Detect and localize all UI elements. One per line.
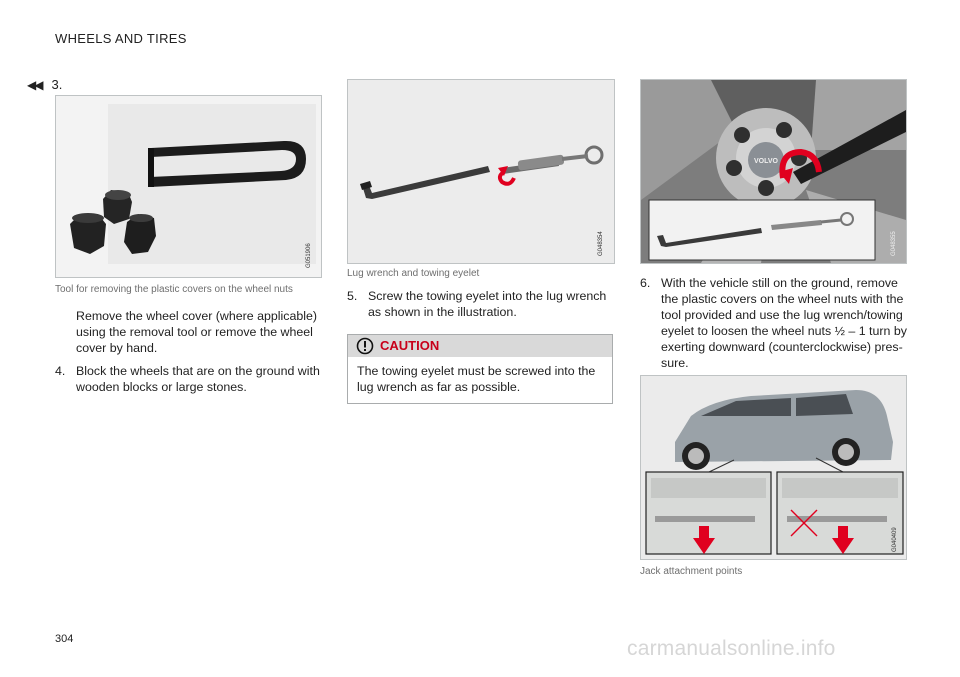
figure-jack-points bbox=[640, 375, 907, 560]
figure-removal-tool bbox=[55, 95, 322, 278]
continued-step-number: 3. bbox=[51, 77, 63, 92]
figure-code: G051906 bbox=[306, 243, 312, 268]
warning-icon bbox=[356, 337, 374, 355]
caution-header bbox=[348, 335, 612, 357]
hub-brand-label: VOLVO bbox=[754, 158, 778, 165]
paragraph-remove-cover: Remove the wheel cover (where applicable) using the removal tool or remove the wheel cover by hand. bbox=[76, 309, 318, 355]
page-number: 304 bbox=[55, 633, 74, 645]
caution-box bbox=[347, 334, 613, 404]
continued-arrows-icon: ◀◀ bbox=[27, 78, 42, 92]
section-title: WHEELS AND TIRES bbox=[55, 31, 187, 46]
wheel-hub-illustration bbox=[641, 80, 906, 263]
step-text: With the vehicle still on the ground, remove the plastic covers on the wheel nuts with the tool provided and use the lug wrench/towing eyelet to loosen the wheel nuts ½ – 1 turn by exerting downward (counterclockwise) pres-sure. bbox=[661, 276, 907, 370]
watermark: carmanualsonline.info bbox=[627, 637, 836, 660]
lug-wrench-illustration bbox=[348, 80, 614, 263]
step-text: Screw the towing eyelet into the lug wrench as shown in the illustration. bbox=[368, 289, 607, 319]
step-number: 6. bbox=[640, 276, 651, 290]
figure-caption: Jack attachment points bbox=[640, 566, 743, 577]
step-4 bbox=[55, 363, 325, 395]
figure-caption: Tool for removing the plastic covers on the wheel nuts bbox=[55, 284, 293, 295]
continued-step bbox=[27, 77, 62, 92]
jack-points-illustration bbox=[641, 376, 906, 559]
step-text: Block the wheels that are on the ground with wooden blocks or large stones. bbox=[76, 364, 320, 394]
caution-text: The towing eyelet must be screwed into the lug wrench as far as possible. bbox=[357, 364, 596, 394]
step-6 bbox=[640, 275, 910, 371]
removal-tool-illustration bbox=[56, 96, 321, 277]
figure-code: G048355 bbox=[891, 231, 897, 256]
step-number: 5. bbox=[347, 289, 358, 303]
step-5 bbox=[347, 288, 612, 320]
figure-code: G040409 bbox=[892, 527, 898, 552]
figure-lug-wrench bbox=[347, 79, 615, 264]
figure-caption: Lug wrench and towing eyelet bbox=[347, 268, 480, 279]
figure-loosen-nuts bbox=[640, 79, 907, 264]
figure-code: G048354 bbox=[598, 231, 604, 256]
caution-title: CAUTION bbox=[380, 338, 440, 353]
step-number: 4. bbox=[55, 364, 66, 378]
